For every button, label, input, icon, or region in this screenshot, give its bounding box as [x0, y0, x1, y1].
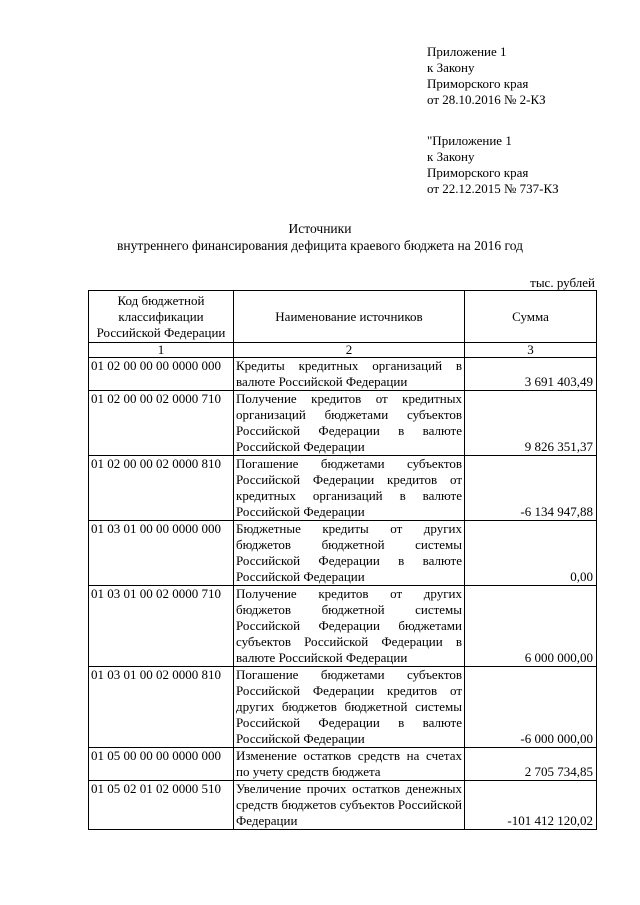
row-code: 01 02 00 00 02 0000 710 [89, 391, 234, 456]
row-code: 01 05 02 01 02 0000 510 [89, 781, 234, 830]
appendix-line: Приморского края [427, 76, 529, 91]
row-sum: 9 826 351,37 [465, 391, 597, 456]
column-number: 2 [234, 343, 465, 358]
table-row [89, 667, 597, 748]
row-name: Кредиты кредитных организаций в валюте Российской Федерации [234, 358, 465, 391]
row-name: Бюджетные кредиты от других бюджетов бюджетной системы Российской Федерации в валюте Российской Федерации [234, 521, 465, 586]
row-sum: -6 000 000,00 [465, 667, 597, 748]
financing-sources-table [88, 290, 597, 830]
appendix-line: от 22.12.2015 № 737-КЗ [427, 181, 559, 196]
units-label: тыс. рублей [530, 275, 595, 290]
row-name: Изменение остатков средств на счетах по учету средств бюджета [234, 748, 465, 781]
header-code: Код бюджетной классификации Российской Федерации [89, 291, 234, 343]
header-name: Наименование источников [234, 291, 465, 343]
appendix-reference-current [427, 44, 627, 108]
row-code: 01 03 01 00 02 0000 710 [89, 586, 234, 667]
row-sum: -6 134 947,88 [465, 456, 597, 521]
row-name: Получение кредитов от других бюджетов бюджетной системы Российской Федерации бюджетами субъектов Российской Федерации в валюте Российской Федерации [234, 586, 465, 667]
column-number: 1 [89, 343, 234, 358]
header-sum: Сумма [465, 291, 597, 343]
document-subtitle: внутреннего финансирования дефицита краевого бюджета на 2016 год [117, 238, 523, 253]
table-row [89, 391, 597, 456]
row-sum: 2 705 734,85 [465, 748, 597, 781]
row-code: 01 03 01 00 00 0000 000 [89, 521, 234, 586]
row-code: 01 02 00 00 00 0000 000 [89, 358, 234, 391]
table-row [89, 521, 597, 586]
column-number: 3 [465, 343, 597, 358]
appendix-line: Приложение 1 [427, 44, 507, 59]
appendix-line: к Закону [427, 60, 475, 75]
document-title: Источники [288, 221, 352, 236]
row-name: Увеличение прочих остатков денежных средств бюджетов субъектов Российской Федерации [234, 781, 465, 830]
row-name: Погашение бюджетами субъектов Российской Федерации кредитов от других бюджетов бюджетной системы Российской Федерации в валюте Российской Федерации [234, 667, 465, 748]
table-header-row [89, 291, 597, 343]
row-name: Погашение бюджетами субъектов Российской Федерации кредитов от кредитных организаций в валюте Российской Федерации [234, 456, 465, 521]
table-row [89, 586, 597, 667]
table-row [89, 781, 597, 830]
appendix-line: к Закону [427, 149, 475, 164]
table-row [89, 748, 597, 781]
column-number-row [89, 343, 597, 358]
row-sum: 6 000 000,00 [465, 586, 597, 667]
row-code: 01 02 00 00 02 0000 810 [89, 456, 234, 521]
table-row [89, 358, 597, 391]
row-code: 01 03 01 00 02 0000 810 [89, 667, 234, 748]
appendix-reference-original [427, 133, 627, 197]
row-sum: 0,00 [465, 521, 597, 586]
row-code: 01 05 00 00 00 0000 000 [89, 748, 234, 781]
appendix-line: "Приложение 1 [427, 133, 512, 148]
appendix-line: Приморского края [427, 165, 529, 180]
appendix-line: от 28.10.2016 № 2-КЗ [427, 92, 546, 107]
table-row [89, 456, 597, 521]
row-name: Получение кредитов от кредитных организаций бюджетами субъектов Российской Федерации в валюте Российской Федерации [234, 391, 465, 456]
row-sum: 3 691 403,49 [465, 358, 597, 391]
row-sum: -101 412 120,02 [465, 781, 597, 830]
